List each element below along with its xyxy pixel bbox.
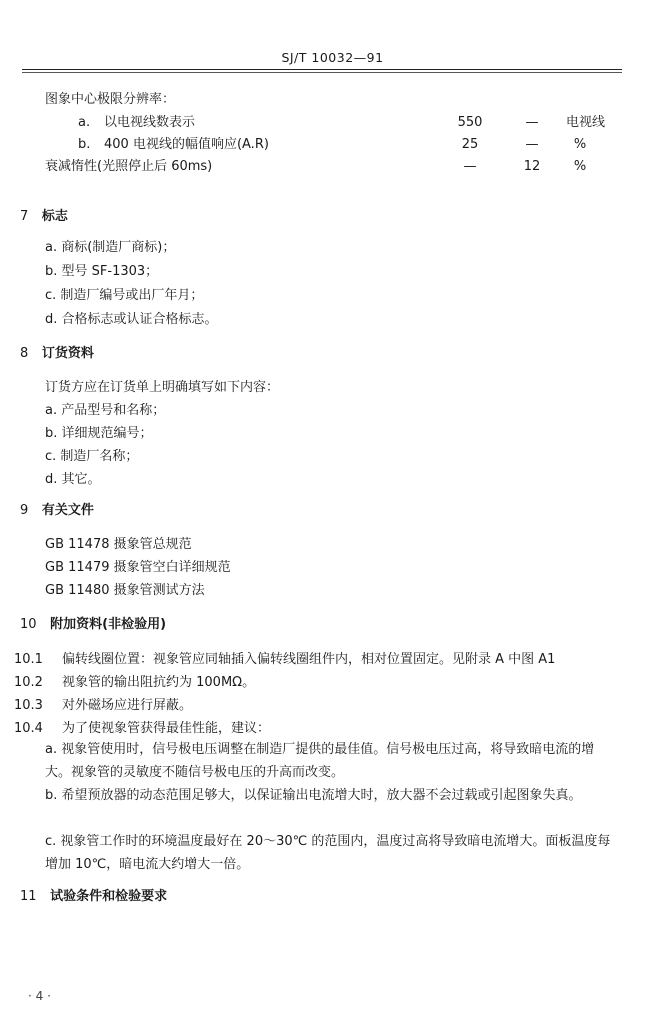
lag-unit: % [573, 159, 587, 174]
section-title: 试验条件和检验要求 [50, 889, 168, 904]
list-item: GB 11479 摄象管空白详细规范 [45, 560, 231, 575]
section-number: 8 [20, 346, 29, 361]
list-item: c. 制造厂名称； [45, 449, 139, 464]
recommendation-a: a. 视象管使用时，信号极电压调整在制造厂提供的最佳值。信号极电压过高，将导致暗电流的增大。视象管的灵敏度不随信号极电压的升高而改变。 [45, 742, 595, 780]
header-rule-thin [22, 72, 622, 73]
clause-number: 10.2 [14, 675, 43, 690]
list-item: d. 其它。 [45, 472, 101, 487]
clause-text: 偏转线圈位置：视象管应同轴插入偏转线圈组件内，相对位置固定。见附录 A 中图 A1 [62, 652, 556, 667]
header-rule [22, 69, 622, 70]
row-b-min: 25 [461, 137, 479, 152]
list-item: a. 产品型号和名称； [45, 403, 166, 418]
section-number: 9 [20, 503, 29, 518]
section-title: 标志 [41, 209, 68, 224]
clause-number: 10.1 [14, 652, 43, 667]
list-item: b. 型号 SF-1303； [45, 264, 159, 279]
section-8-intro: 订货方应在订货单上明确填写如下内容： [45, 380, 280, 395]
row-b-label: b. [78, 137, 91, 152]
section-number: 10 [20, 617, 37, 632]
page-header: SJ/T 10032—91 [281, 50, 384, 65]
recommendation-b: b. 希望预放器的动态范围足够大，以保证输出电流增大时，放大器不会过载或引起图象失真。 [45, 788, 582, 803]
list-item: GB 11478 摄象管总规范 [45, 537, 192, 552]
clause-number: 10.3 [14, 698, 43, 713]
row-a-label: a. [78, 115, 91, 130]
lag-typ: 12 [523, 159, 541, 174]
section-10-heading [20, 617, 166, 633]
row-b-text: 400 电视线的幅值响应(A.R) [104, 137, 269, 152]
list-item: GB 11480 摄象管测试方法 [45, 583, 205, 598]
section-9-heading [20, 503, 94, 519]
row-b-unit: % [573, 137, 587, 152]
list-item: a. 商标(制造厂商标)； [45, 240, 176, 255]
row-a-typ: — [525, 115, 539, 130]
clause-text: 为了使视象管获得最佳性能，建议： [62, 721, 271, 736]
row-a-min: 550 [457, 115, 483, 130]
row-a-unit: 电视线 [566, 115, 606, 130]
section-title: 订货资料 [41, 346, 94, 361]
clause-number: 10.4 [14, 721, 43, 736]
clause-text: 对外磁场应进行屏蔽。 [62, 698, 193, 713]
row-b-typ: — [525, 137, 539, 152]
section-number: 11 [20, 889, 37, 904]
lag-text: 衰减惰性(光照停止后 60ms) [45, 159, 213, 174]
section-7-heading [20, 209, 68, 225]
page-number: · 4 · [28, 989, 51, 1003]
list-item: c. 制造厂编号或出厂年月； [45, 288, 204, 303]
section-11-heading [20, 889, 167, 905]
list-item: d. 合格标志或认证合格标志。 [45, 312, 218, 327]
section-number: 7 [20, 209, 29, 224]
lag-min: — [463, 159, 477, 174]
section-8-heading [20, 346, 94, 362]
section-title: 有关文件 [41, 503, 94, 518]
row-a-text: 以电视线数表示 [104, 115, 196, 130]
list-item: b. 详细规范编号； [45, 426, 153, 441]
section-title: 附加资料(非检验用) [50, 617, 167, 632]
resolution-title: 图象中心极限分辨率： [45, 92, 176, 107]
clause-text: 视象管的输出阻抗约为 100MΩ。 [62, 675, 256, 690]
recommendation-c: c. 视象管工作时的环境温度最好在 20～30℃ 的范围内，温度过高将导致暗电流增大。面板温度每增加 10℃，暗电流大约增大一倍。 [45, 834, 611, 872]
